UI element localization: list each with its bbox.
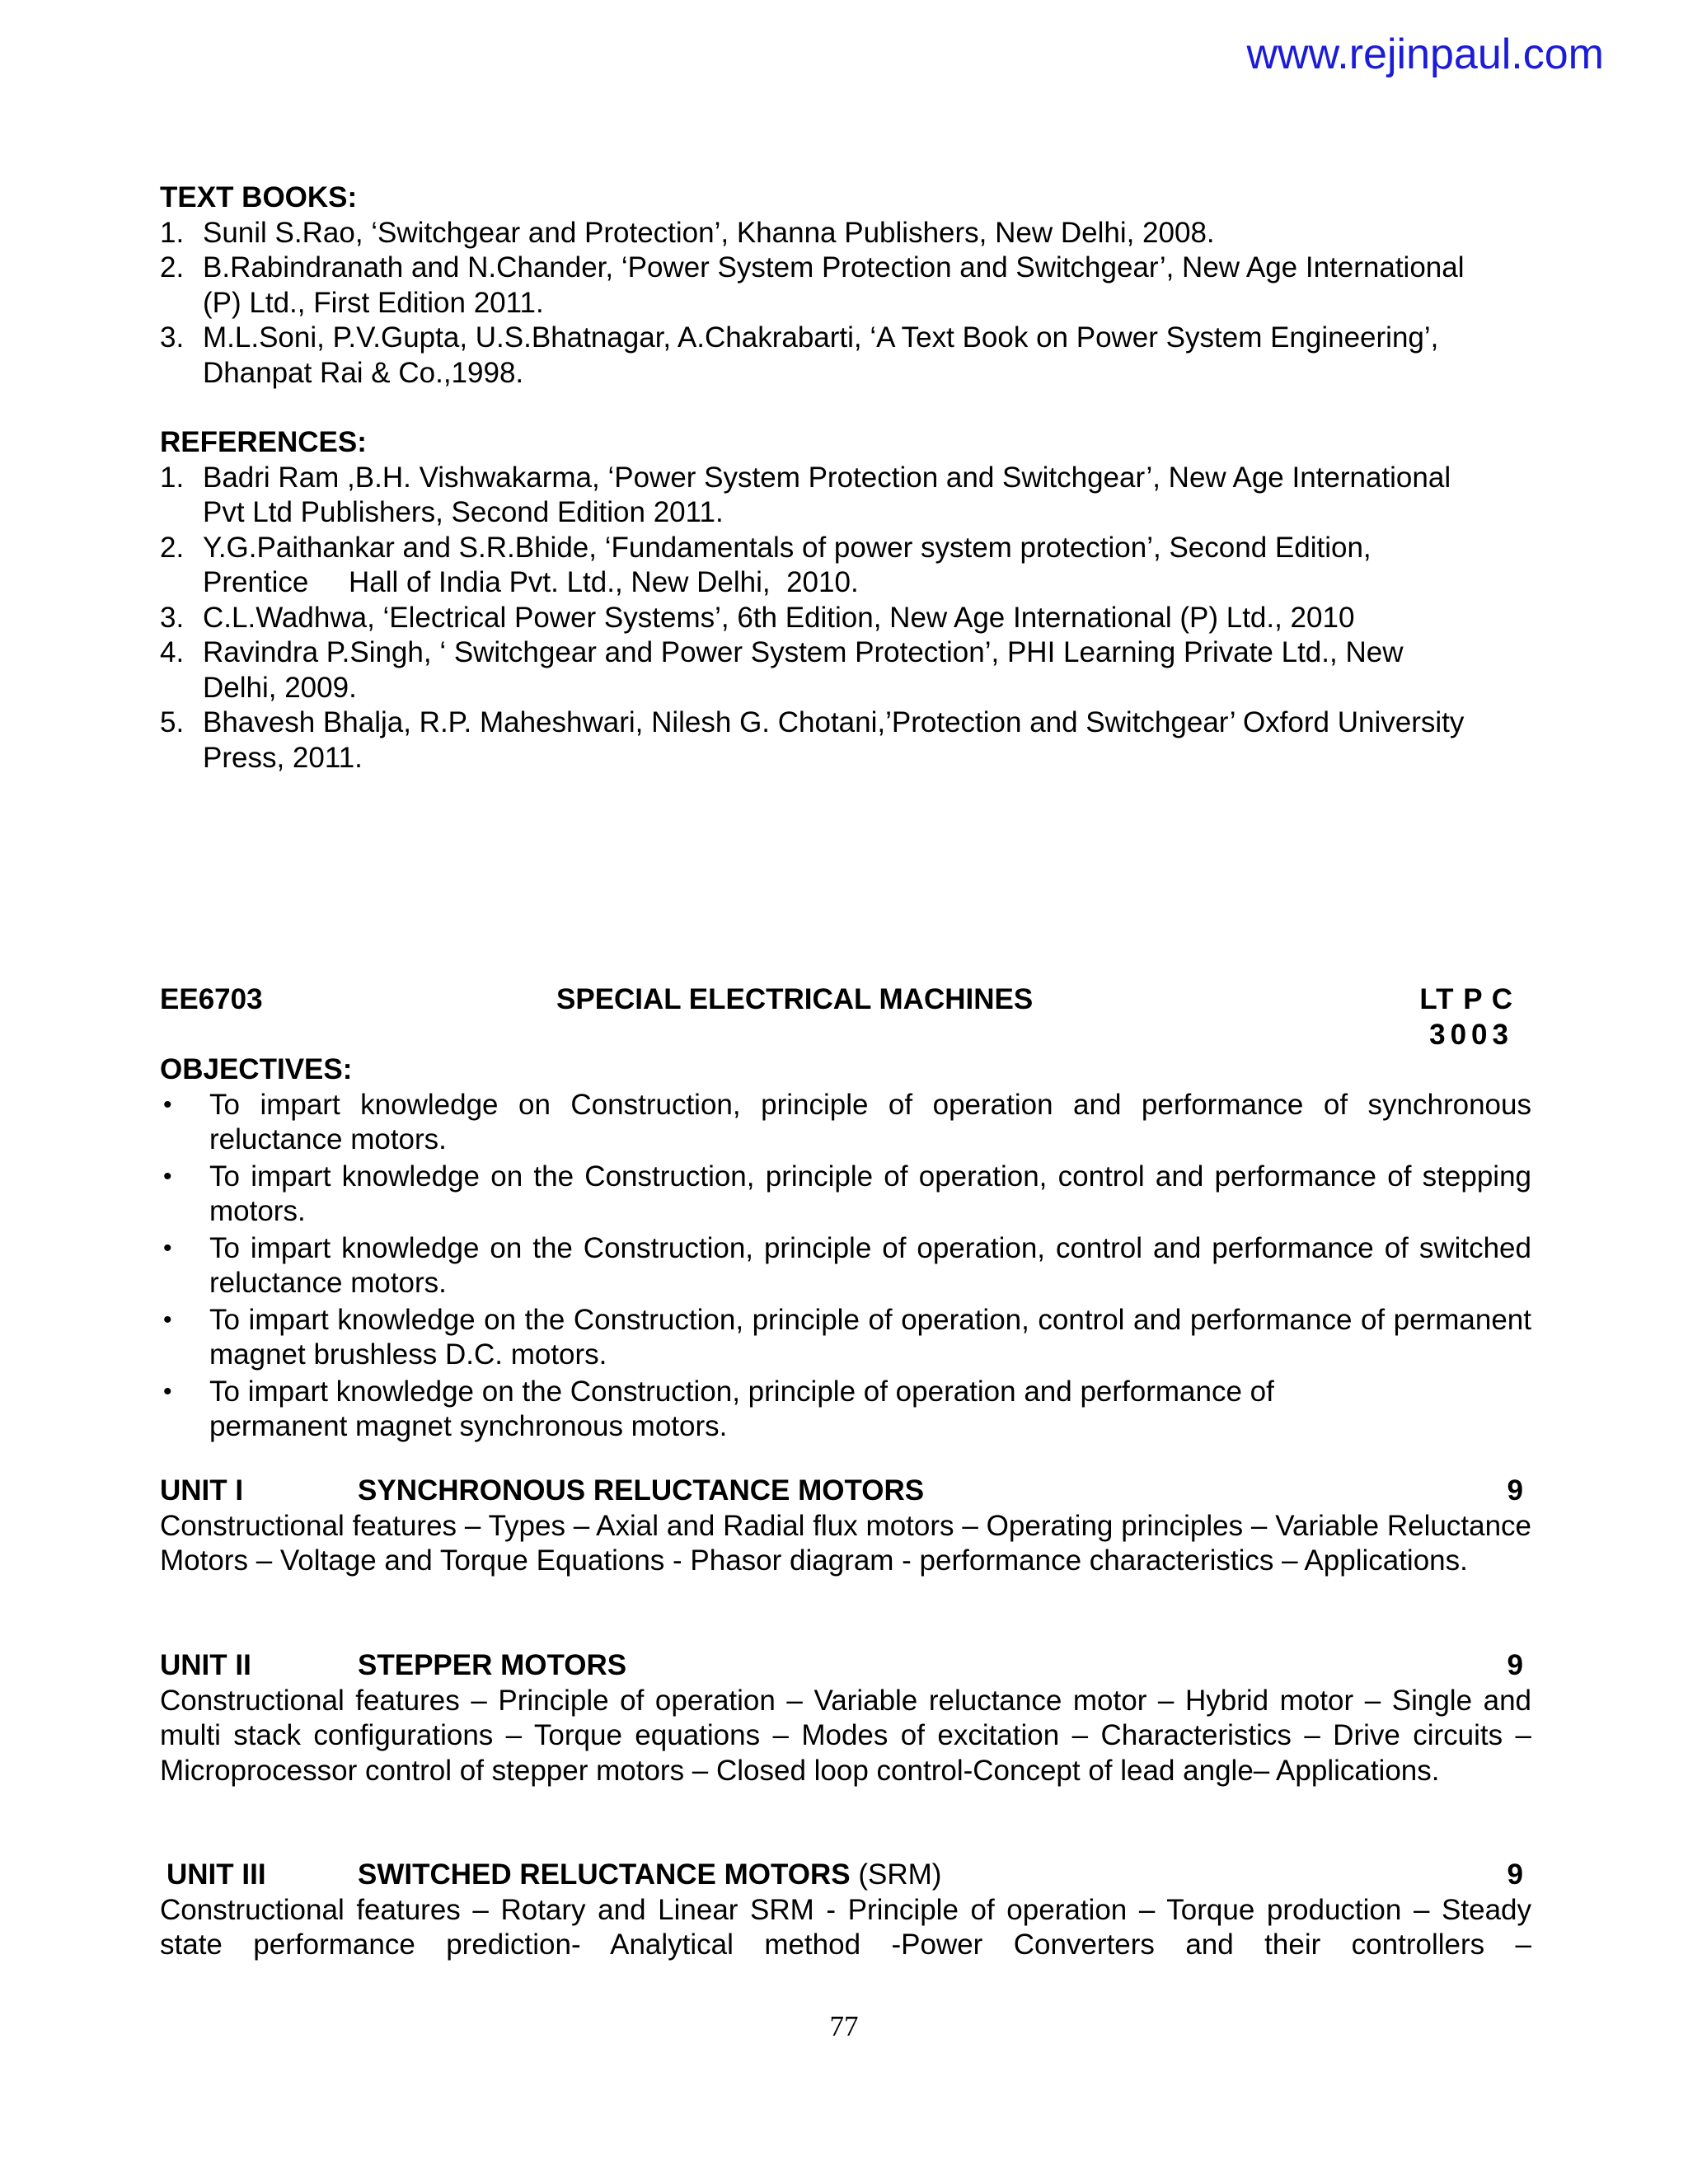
references-list bbox=[160, 461, 1531, 776]
unit-hours: 9 bbox=[1507, 1858, 1523, 1891]
unit-section bbox=[160, 1474, 1531, 1579]
objective-text: To impart knowledge on Construction, principle of operation and performance of synchronous reluctance motors. bbox=[209, 1088, 1531, 1155]
list-number: 2. bbox=[160, 251, 185, 284]
textbooks-heading: TEXT BOOKS: bbox=[160, 181, 358, 213]
unit-body: Constructional features – Principle of operation – Variable reluctance motor – Hybrid motor – Single and multi stack configurations – Torque equations – Modes of excitation – Characteristics – Drive circuits – Microprocessor control of stepper motors – Closed loop control-Concept of lead angle– Applications. bbox=[160, 1684, 1531, 1787]
list-number: 3. bbox=[160, 601, 185, 634]
unit-title bbox=[358, 1474, 924, 1509]
list-number: 1. bbox=[160, 216, 185, 249]
bullet-icon: • bbox=[163, 1162, 172, 1190]
list-number: 5. bbox=[160, 706, 185, 738]
objectives-section bbox=[160, 1052, 1531, 1445]
list-number: 4. bbox=[160, 636, 185, 668]
unit-name: UNIT II bbox=[160, 1649, 251, 1681]
list-number: 3. bbox=[160, 321, 185, 354]
objective-item bbox=[160, 1088, 1531, 1158]
unit-body: Constructional features – Types – Axial and Radial flux motors – Operating principles – Variable Reluctance Motors – Voltage and Torque Equations - Phasor diagram - performance characteristics – Applications. bbox=[160, 1509, 1531, 1577]
list-item bbox=[160, 251, 1531, 321]
unit-hours: 9 bbox=[1507, 1649, 1523, 1681]
list-line: Pvt Ltd Publishers, Second Edition 2011. bbox=[203, 496, 724, 528]
list-number: 1. bbox=[160, 461, 185, 494]
list-line: (P) Ltd., First Edition 2011. bbox=[203, 286, 544, 319]
unit-title bbox=[358, 1648, 626, 1684]
textbooks-section bbox=[160, 180, 1531, 391]
objective-text: To impart knowledge on the Construction, principle of operation, control and performance of stepping motors. bbox=[209, 1160, 1531, 1227]
ltpc-values: 3003 bbox=[1429, 1018, 1513, 1051]
unit-header bbox=[160, 1474, 1531, 1509]
references-heading: REFERENCES: bbox=[160, 426, 367, 458]
objective-item bbox=[160, 1303, 1531, 1373]
unit-name: UNIT I bbox=[160, 1474, 244, 1507]
list-line: Y.G.Paithankar and S.R.Bhide, ‘Fundamentals of power system protection’, Second Edition, bbox=[203, 531, 1372, 564]
unit-title-suffix: (SRM) bbox=[850, 1858, 942, 1891]
bullet-icon: • bbox=[163, 1234, 172, 1262]
course-header bbox=[160, 982, 1531, 1052]
unit-section bbox=[160, 1858, 1531, 1963]
objectives-heading: OBJECTIVES: bbox=[160, 1053, 353, 1085]
objective-text: To impart knowledge on the Construction, principle of operation and performance of permanent magnet synchronous motors. bbox=[209, 1375, 1274, 1442]
list-item bbox=[160, 705, 1531, 776]
bullet-icon: • bbox=[163, 1090, 172, 1118]
list-line: Ravindra P.Singh, ‘ Switchgear and Power System Protection’, PHI Learning Private Ltd., New bbox=[203, 636, 1404, 668]
unit-title bbox=[358, 1858, 941, 1893]
unit-name: UNIT III bbox=[166, 1858, 266, 1891]
list-line: Badri Ram ,B.H. Vishwakarma, ‘Power System Protection and Switchgear’, New Age International bbox=[203, 461, 1451, 494]
references-section bbox=[160, 425, 1531, 776]
list-line: Bhavesh Bhalja, R.P. Maheshwari, Nilesh G. Chotani,’Protection and Switchgear’ Oxford University bbox=[203, 706, 1465, 738]
course-title: SPECIAL ELECTRICAL MACHINES bbox=[556, 983, 1034, 1015]
objective-item bbox=[160, 1231, 1531, 1301]
course-title-row bbox=[160, 982, 1531, 1018]
unit-header bbox=[160, 1648, 1531, 1684]
list-number: 2. bbox=[160, 531, 185, 564]
list-item bbox=[160, 321, 1531, 391]
unit-title-bold: SWITCHED RELUCTANCE MOTORS bbox=[358, 1858, 851, 1891]
list-line: Prentice Hall of India Pvt. Ltd., New Delhi, 2010. bbox=[203, 566, 859, 598]
objective-text: To impart knowledge on the Construction, principle of operation, control and performance of permanent magnet brushless D.C. motors. bbox=[209, 1303, 1531, 1371]
objective-text: To impart knowledge on the Construction, principle of operation, control and performance of switched reluctance motors. bbox=[209, 1231, 1531, 1299]
list-line: Dhanpat Rai & Co.,1998. bbox=[203, 356, 524, 389]
page-number: 77 bbox=[829, 2010, 859, 2042]
unit-hours: 9 bbox=[1507, 1474, 1523, 1507]
unit-header bbox=[160, 1858, 1531, 1893]
list-line: Delhi, 2009. bbox=[203, 671, 357, 704]
list-item bbox=[160, 461, 1531, 531]
list-item bbox=[160, 531, 1531, 601]
course-code: EE6703 bbox=[160, 983, 263, 1015]
unit-section bbox=[160, 1648, 1531, 1788]
list-item bbox=[160, 601, 1531, 636]
list-item bbox=[160, 635, 1531, 705]
list-item bbox=[160, 216, 1531, 251]
unit-body: Constructional features – Rotary and Linear SRM - Principle of operation – Torque production – Steady state performance prediction- Analytical method -Power Converters and their controllers – bbox=[160, 1893, 1531, 1961]
unit-title-bold: SYNCHRONOUS RELUCTANCE MOTORS bbox=[358, 1474, 925, 1507]
objective-item bbox=[160, 1375, 1531, 1445]
list-line: Sunil S.Rao, ‘Switchgear and Protection’, Khanna Publishers, New Delhi, 2008. bbox=[203, 216, 1215, 249]
bullet-icon: • bbox=[163, 1305, 172, 1333]
textbooks-list bbox=[160, 216, 1531, 391]
watermark-link[interactable]: www.rejinpaul.com bbox=[1246, 30, 1604, 78]
objective-item bbox=[160, 1160, 1531, 1230]
list-line: M.L.Soni, P.V.Gupta, U.S.Bhatnagar, A.Chakrabarti, ‘A Text Book on Power System Engineering’, bbox=[203, 321, 1439, 354]
list-line: C.L.Wadhwa, ‘Electrical Power Systems’, 6th Edition, New Age International (P) Ltd., 2010 bbox=[203, 601, 1355, 634]
objectives-list bbox=[160, 1088, 1531, 1445]
unit-title-bold: STEPPER MOTORS bbox=[358, 1649, 627, 1681]
bullet-icon: • bbox=[163, 1377, 172, 1405]
ltpc-label: LT P C bbox=[1419, 983, 1513, 1015]
list-line: B.Rabindranath and N.Chander, ‘Power System Protection and Switchgear’, New Age International bbox=[203, 251, 1465, 284]
list-line: Press, 2011. bbox=[203, 741, 363, 774]
